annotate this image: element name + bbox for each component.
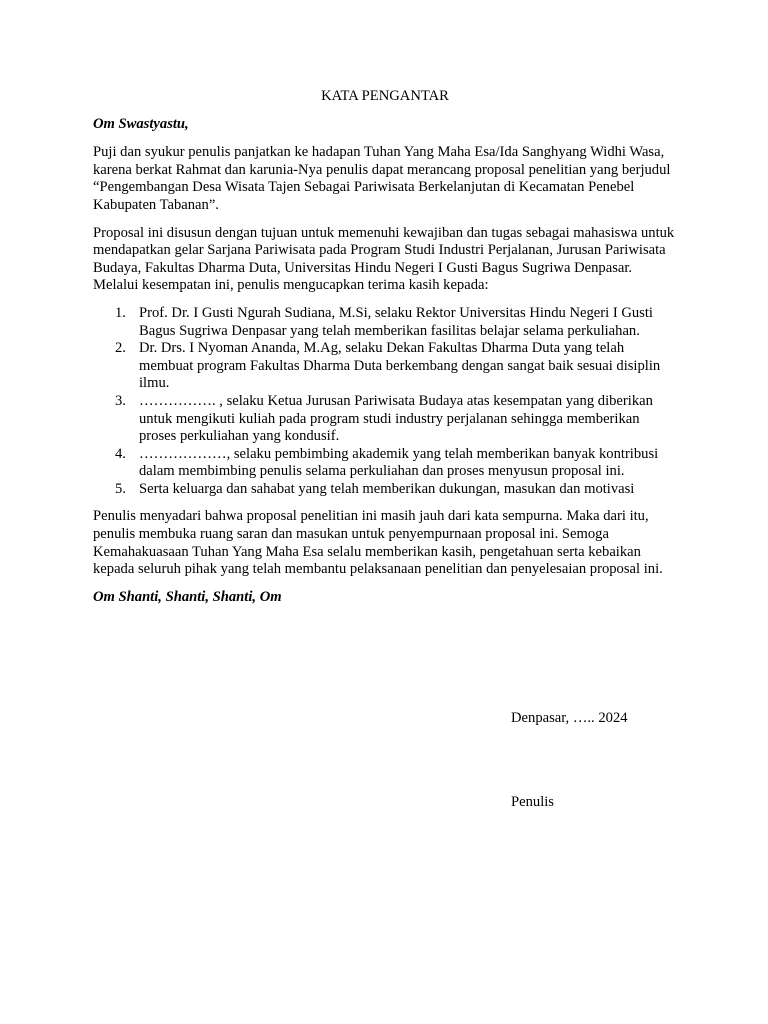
list-item [93, 305, 679, 340]
list-item-text: Prof. Dr. I Gusti Ngurah Sudiana, M.Si, selaku Rektor Universitas Hindu Negeri I Gusti Bagus Sugriwa Denpasar yang telah memberikan fasilitas belajar selama perkuliahan. [139, 304, 653, 339]
list-item [93, 340, 679, 393]
opening-greeting: Om Swastyastu, [93, 115, 189, 132]
list-item-number: 2. [115, 340, 126, 357]
paragraph-gratitude: Puji dan syukur penulis panjatkan ke hadapan Tuhan Yang Maha Esa/Ida Sanghyang Widhi Wasa, karena berkat Rahmat dan karunia-Nya penulis dapat merancang proposal penelitian yang berjudul “Pengembangan Desa Wisata Tajen Sebagai Pariwisata Berkelanjutan di Kecamatan Penebel Kabupaten Tabanan”. [93, 144, 671, 213]
place-and-date: Denpasar, ….. 2024 [511, 710, 628, 726]
acknowledgement-list [93, 305, 679, 499]
author-signature: Penulis [511, 794, 554, 810]
list-item-text: Dr. Drs. I Nyoman Ananda, M.Ag, selaku Dekan Fakultas Dharma Duta yang telah membuat program Fakultas Dharma Duta berkembang dengan sangat baik sesuai disiplin ilmu. [139, 340, 661, 392]
list-item-text: ……………. , selaku Ketua Jurusan Pariwisata Budaya atas kesempatan yang diberikan untuk mengikuti kuliah pada program studi industry perjalanan sehingga memberikan proses perkuliahan yang kondusif. [139, 392, 653, 445]
list-item-text: Serta keluarga dan sahabat yang telah memberikan dukungan, masukan dan motivasi [139, 480, 635, 497]
paragraph-purpose: Proposal ini disusun dengan tujuan untuk memenuhi kewajiban dan tugas sebagai mahasiswa untuk mendapatkan gelar Sarjana Pariwisata pada Program Studi Industri Perjalanan, Jurusan Pariwisata Budaya, Fakultas Dharma Duta, Universitas Hindu Negeri I Gusti Bagus Sugriwa Denpasar. Melalui kesempatan ini, penulis mengucapkan terima kasih kepada: [93, 224, 675, 294]
list-item [93, 446, 679, 481]
closing-greeting: Om Shanti, Shanti, Shanti, Om [93, 588, 282, 605]
document-body [93, 88, 679, 606]
list-item-text: ………………, selaku pembimbing akademik yang telah memberikan banyak kontribusi dalam membimbing penulis selama perkuliahan dan proses menyusun proposal ini. [139, 445, 659, 480]
document-title: KATA PENGANTAR [321, 88, 449, 104]
list-item [93, 481, 679, 499]
list-item-number: 4. [115, 445, 126, 462]
list-item-number: 5. [115, 480, 126, 497]
list-item-number: 1. [115, 304, 126, 321]
list-item-number: 3. [115, 392, 126, 409]
paragraph-closing-remarks: Penulis menyadari bahwa proposal penelitian ini masih jauh dari kata sempurna. Maka dari itu, penulis membuka ruang saran dan masukan untuk penyempurnaan proposal ini. Semoga Kemahakuasaan Tuhan Yang Maha Esa selalu memberikan kasih, pengetahuan serta kebaikan kepada seluruh pihak yang telah membantu pelaksanaan penelitian dan penyelesaian proposal ini. [93, 508, 663, 578]
list-item [93, 393, 679, 446]
